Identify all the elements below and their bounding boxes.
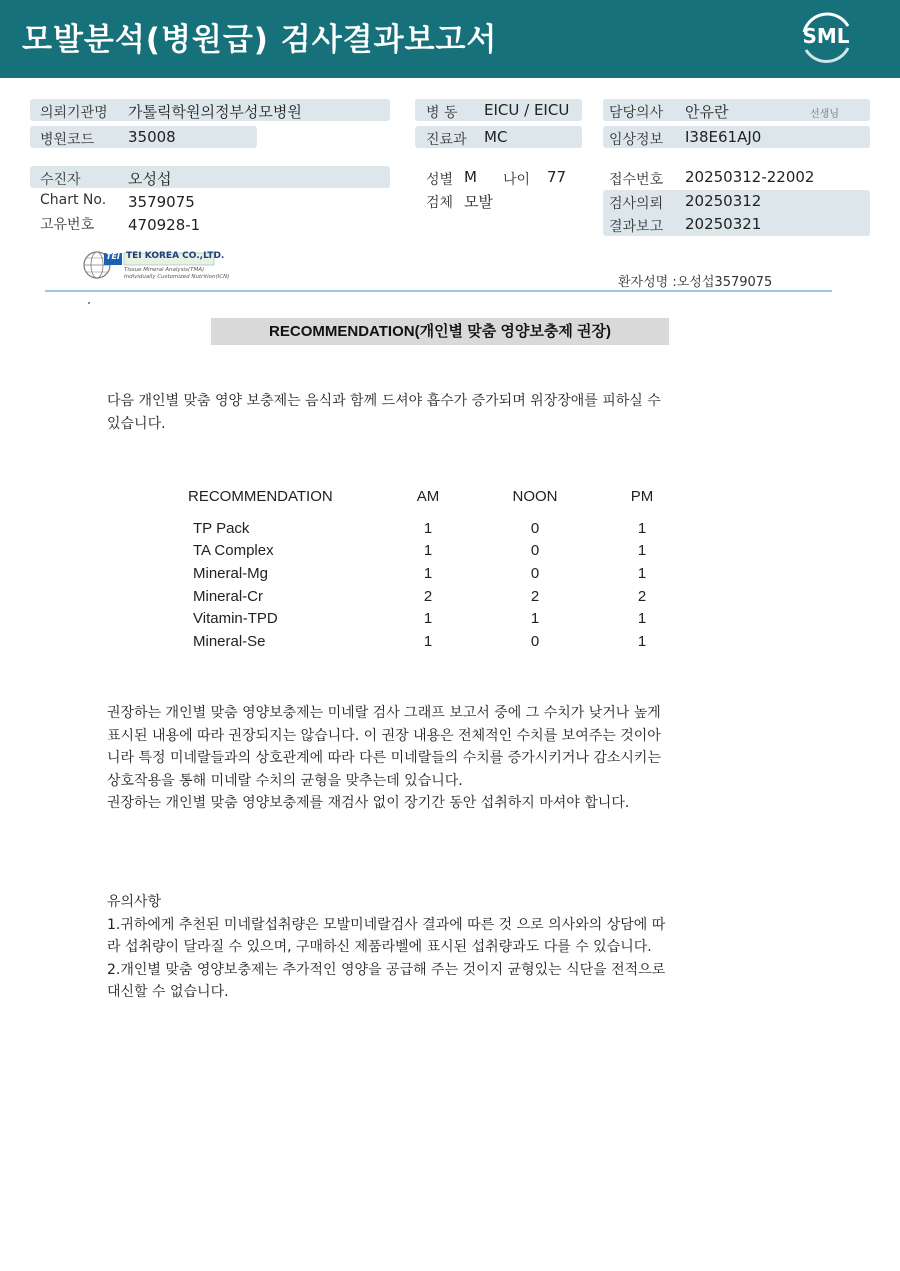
dept-value: MC (484, 128, 508, 146)
sml-logo (796, 10, 856, 66)
unique-value: 470928-1 (128, 216, 201, 234)
report-date-value: 20250321 (685, 215, 762, 233)
notes-paragraph: 유의사항 1.귀하에게 추천된 미네랄섭취량은 모발미네랄검사 결과에 따른 것 으로 의사와의 상담에 따 라 섭취량이 달라질 수 있으며, 구매하신 제품라벨에 표시된 섭취량과도 다를 수 있습니다. 2.개인별 맞춤 영양보충제는 추가적인 영양을 공급해 주는 것이지 균형있는 식단을 전적으로 대신할 수 없습니다. (107, 894, 666, 1000)
row-pm: 1 (637, 542, 647, 559)
stray-dot (88, 302, 90, 304)
header-rule (45, 290, 832, 292)
intro-paragraph: 다음 개인별 맞춤 영양 보충제는 음식과 함께 드셔야 흡수가 증가되며 위장장애를 피하실 수 있습니다. (107, 393, 661, 432)
dept-label: 진료과 (426, 132, 467, 148)
row-pm: 1 (637, 610, 647, 627)
ward-value: EICU / EICU (484, 101, 570, 119)
sml-logo-text: SML (802, 24, 850, 48)
row-pm: 1 (637, 633, 647, 650)
tei-logo: TEI TEI KOREA CO.,LTD. Tissue Mineral Analysis(TMA) Individually Customized Nutrition(ICN) (82, 250, 222, 284)
patient-name-line: 환자성명 :오성섭3579075 (618, 275, 773, 290)
table-header-pm: PM (630, 488, 654, 505)
receipt-label: 접수번호 (609, 172, 664, 188)
row-am: 1 (423, 610, 433, 627)
row-pm: 2 (637, 588, 647, 605)
tei-line1: Tissue Mineral Analysis(TMA) (124, 267, 205, 273)
clinical-value: I38E61AJ0 (685, 128, 762, 146)
row-noon: 0 (530, 520, 540, 537)
row-name: TA Complex (193, 542, 274, 559)
sex-label: 성별 (426, 172, 454, 188)
row-noon: 0 (530, 565, 540, 582)
institution-value: 가톨릭학원의정부성모병원 (128, 103, 302, 121)
row-am: 1 (423, 520, 433, 537)
report-header (0, 0, 900, 78)
hospital-code-value: 35008 (128, 128, 176, 146)
row-am: 1 (423, 633, 433, 650)
patient-bar (30, 166, 390, 188)
specimen-value: 모발 (464, 193, 493, 211)
unique-label: 고유번호 (40, 217, 95, 233)
row-noon: 0 (530, 633, 540, 650)
tei-line2: Individually Customized Nutrition(ICN) (124, 274, 230, 280)
hospital-code-label: 병원코드 (40, 132, 95, 148)
clinical-label: 임상정보 (609, 132, 664, 148)
sex-value: M (464, 168, 477, 186)
request-value: 20250312 (685, 192, 762, 210)
row-noon: 1 (530, 610, 540, 627)
row-am: 2 (423, 588, 433, 605)
specimen-label: 검체 (426, 195, 454, 211)
table-header-recommendation: RECOMMENDATION (188, 488, 333, 505)
doctor-label: 담당의사 (609, 105, 664, 121)
row-pm: 1 (637, 565, 647, 582)
row-name: Mineral-Cr (193, 588, 264, 605)
section-title: RECOMMENDATION(개인별 맞춤 영양보충제 권장) (211, 318, 669, 345)
chart-value: 3579075 (128, 193, 195, 211)
age-value: 77 (547, 168, 567, 186)
report-date-label: 결과보고 (609, 219, 664, 235)
row-noon: 0 (530, 542, 540, 559)
patient-label: 수진자 (40, 172, 81, 188)
table-header-am: AM (416, 488, 440, 505)
receipt-value: 20250312-22002 (685, 168, 815, 186)
explanation-paragraph: 권장하는 개인별 맞춤 영양보충제는 미네랄 검사 그래프 보고서 중에 그 수치가 낮거나 높게 표시된 내용에 따라 권장되지는 않습니다. 이 권장 내용은 전체적인 수치를 보여주는 것이아 니라 특정 미네랄들과의 상호관계에 따라 다른 미네랄들의 수치를 증가시키거나 감소시키는 상호작용을 통해 미네랄 수치의 균형을 맞추는데 있습니다. 권장하는 개인별 맞춤 영양보충제를 재검사 없이 장기간 동안 섭취하지 마셔야 합니다. (107, 705, 661, 811)
doctor-value: 안유란 (685, 103, 729, 121)
table-header-noon: NOON (512, 488, 558, 505)
tei-brand: TEI KOREA CO.,LTD. (126, 251, 225, 261)
row-name: Mineral-Mg (193, 565, 269, 582)
row-pm: 1 (637, 520, 647, 537)
chart-label: Chart No. (40, 192, 107, 208)
patient-value: 오성섭 (128, 170, 172, 188)
row-am: 1 (423, 565, 433, 582)
row-name: Mineral-Se (193, 633, 266, 650)
row-am: 1 (423, 542, 433, 559)
row-name: TP Pack (193, 520, 250, 537)
doctor-suffix: 선생님 (810, 109, 839, 120)
report-title: 모발분석(병원급) 검사결과보고서 (22, 22, 498, 58)
ward-label: 병 동 (426, 105, 458, 121)
institution-label: 의뢰기관명 (40, 105, 108, 121)
request-label: 검사의뢰 (609, 196, 664, 212)
row-noon: 2 (530, 588, 540, 605)
row-name: Vitamin-TPD (193, 610, 278, 627)
age-label: 나이 (503, 172, 531, 188)
